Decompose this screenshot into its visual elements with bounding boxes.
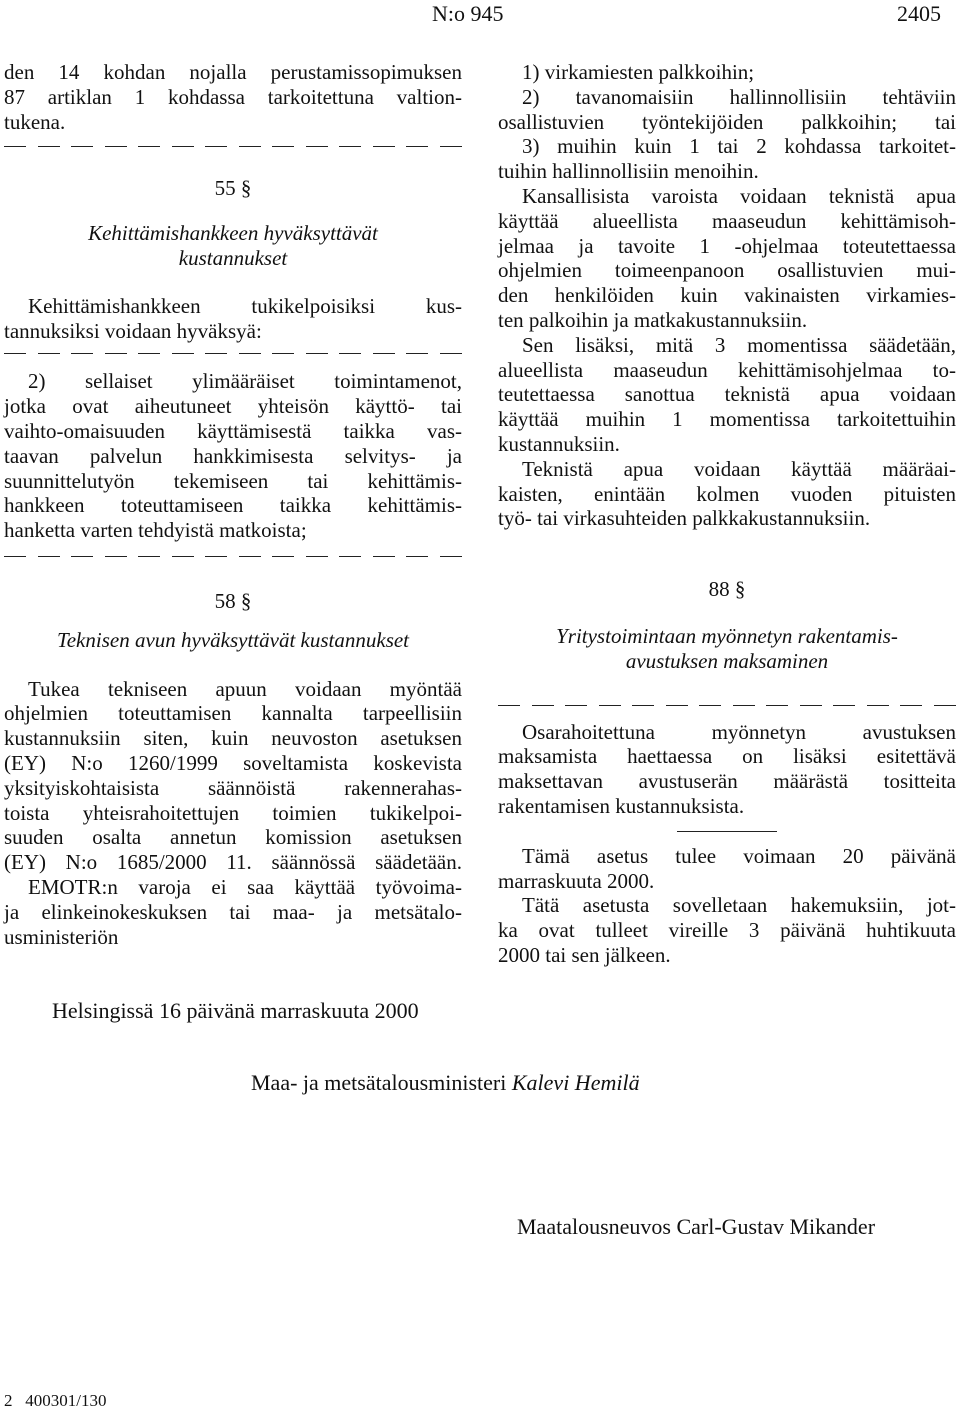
text-line: vaihto-omaisuuden käyttämisestä taikka vas- <box>4 418 462 443</box>
text-line: osallistuvien työntekijöiden palkkoihin; tai <box>498 109 956 134</box>
section-sign: § <box>240 176 252 201</box>
text-line: teutettaessa sanottua teknistä apua voidaan <box>498 382 956 407</box>
text-line: kustannuksiin siten, kuin neuvoston asetuksen <box>4 726 462 751</box>
text-line: hanketta varten tehdyistä matkoista; <box>4 518 307 543</box>
text-line: kaisten, enintään kolmen vuoden pituisten <box>498 481 956 506</box>
text-line: ohjelmien toteuttamisen kannalta tarpeellisiin <box>4 701 462 726</box>
omission-dashes <box>4 547 462 567</box>
section-58-title: Teknisen avun hyväksyttävät kustannukset <box>56 627 410 652</box>
section-88-heading <box>498 577 956 602</box>
text-line: (EY) N:o 1685/2000 11. säännössä säädetään. <box>4 850 462 875</box>
text-line: ten palkoihin ja matkakustannuksiin. <box>498 307 808 332</box>
text-line: tannuksiksi voidaan hyväksyä: <box>4 318 262 343</box>
text-line: kustannuksiin. <box>498 431 620 456</box>
right-column <box>498 60 956 968</box>
section-sign: § <box>734 577 746 602</box>
text-line: Osarahoitettuna myönnetyn avustuksen <box>522 719 956 744</box>
issue-number: N:o 945 <box>432 1 504 26</box>
text-line: taavan palvelun hankkimisesta selvitys- ja <box>4 443 462 468</box>
text-line: 2) sellaiset ylimääräiset toimintamenot, <box>28 369 462 394</box>
section-88-title <box>498 624 956 674</box>
section-58-heading <box>4 589 462 614</box>
section-55-heading <box>4 176 462 201</box>
text-line: Tämä asetus tulee voimaan 20 päivänä <box>522 843 956 868</box>
text-line: den 14 kohdan nojalla perustamissopimuksen <box>4 60 462 84</box>
place-and-date: Helsingissä 16 päivänä marraskuuta 2000 <box>52 998 419 1023</box>
text-line: (EY) N:o 1260/1999 soveltamista koskevista <box>4 750 462 775</box>
text-line: Tukea tekniseen apuun voidaan myöntää <box>28 676 462 701</box>
text-line: Tätä asetusta sovelletaan hakemuksiin, jot- <box>522 893 956 918</box>
section-55-title <box>4 221 462 271</box>
text-line: ja elinkeinokeskuksen tai maa- ja metsätalo- <box>4 899 462 924</box>
section-number: 88 <box>708 577 730 602</box>
text-line: 87 artiklan 1 kohdassa tarkoitettuna valtion- <box>4 84 462 109</box>
text-line: ka ovat tulleet vireille 3 päivänä huhtikuuta <box>498 918 956 943</box>
section-55-intro <box>4 294 462 344</box>
divider-rule <box>677 831 777 832</box>
text-line: Teknistä apua voidaan käyttää määräai- <box>522 456 956 481</box>
section-number: 55 <box>214 176 236 201</box>
section-55-item-2 <box>4 369 462 543</box>
minister-signature <box>251 1071 640 1096</box>
omission-dashes <box>4 343 462 363</box>
text-line: usministeriön <box>4 924 119 949</box>
print-code: 2 400301/130 <box>4 1391 107 1410</box>
section-58-paragraph-1 <box>4 677 462 875</box>
section-88-paragraph <box>498 720 956 819</box>
omission-dashes <box>4 136 462 156</box>
text-line: käyttää alueellista maaseudun kehittämisoh- <box>498 208 956 233</box>
title-line: avustuksen maksaminen <box>625 648 829 673</box>
text-line: ohjelmien toimeenpanoon osallistuvien mui- <box>498 258 956 283</box>
text-line: den henkilöiden kuin vakinaisten virkamies- <box>498 283 956 308</box>
text-line: marraskuuta 2000. <box>498 868 655 893</box>
text-line: rakentamisen kustannuksista. <box>498 793 745 818</box>
text-line: Kansallisista varoista voidaan teknistä apua <box>522 183 956 208</box>
minister-title: Maa- ja metsätalousministeri <box>251 1070 507 1095</box>
text-line: 3) muihin kuin 1 tai 2 kohdassa tarkoitet- <box>522 134 956 159</box>
besides-paragraph <box>498 333 956 457</box>
section-sign: § <box>240 588 252 613</box>
text-line: maksamista haettaessa on lisäksi esitettävä <box>498 744 956 769</box>
expense-list <box>498 60 956 184</box>
text-line: EMOTR:n varoja ei saa käyttää työvoima- <box>28 874 462 899</box>
national-funds-paragraph <box>498 184 956 333</box>
text-line: hankkeen toteuttamiseen taikka kehittämis- <box>4 493 462 518</box>
text-line: 2) tavanomaisiin hallinnollisiin tehtäviin <box>522 84 956 109</box>
text-line: työ- tai virkasuhteiden palkkakustannuksiin. <box>498 506 871 531</box>
text-line: suuden osalta annetun komission asetuksen <box>4 825 462 850</box>
minister-name: Kalevi Hemilä <box>511 1070 640 1095</box>
text-line: tuihin hallinnollisiin menoihin. <box>498 159 759 184</box>
text-line: käyttää muihin 1 momentissa tarkoitettuihin <box>498 407 956 432</box>
text-line: alueellista maaseudun kehittämisohjelmaa to- <box>498 357 956 382</box>
omission-dashes <box>498 696 956 716</box>
counsel-signature: Maatalousneuvos Carl-Gustav Mikander <box>517 1214 876 1239</box>
text-line: 1) virkamiesten palkkoihin; <box>522 60 755 84</box>
text-line: suunnittelutyön tekemiseen tai kehittämis- <box>4 468 462 493</box>
title-line: Kehittämishankkeen hyväksyttävät <box>88 221 378 246</box>
title-line: Yritystoimintaan myönnetyn rakentamis- <box>556 623 898 648</box>
text-line: jelmaa ja tavoite 1 -ohjelmaa toteutettaessa <box>498 233 956 258</box>
text-line: toista yhteisrahoitettujen toimien tukikelpoi- <box>4 800 462 825</box>
text-line: jotka ovat aiheutuneet yhteisön käyttö- tai <box>4 394 462 419</box>
section-58-paragraph-2 <box>4 875 462 949</box>
technical-aid-paragraph <box>498 457 956 531</box>
applicability-paragraph <box>498 893 956 967</box>
title-line: kustannukset <box>178 245 288 270</box>
intro-paragraph <box>4 60 462 134</box>
text-line: Kehittämishankkeen tukikelpoisiksi kus- <box>28 293 462 318</box>
text-line: maksettavan avustuserän määrästä tositteita <box>498 769 956 794</box>
page-number: 2405 <box>897 1 941 26</box>
section-number: 58 <box>214 588 236 613</box>
effective-date-paragraph <box>498 844 956 894</box>
left-column <box>4 60 462 949</box>
text-line: yksityiskohtaisista säännöistä rakennerahas- <box>4 775 462 800</box>
text-line: 2000 tai sen jälkeen. <box>498 942 671 967</box>
text-line: tukena. <box>4 109 66 134</box>
text-line: Sen lisäksi, mitä 3 momentissa säädetään, <box>522 332 956 357</box>
